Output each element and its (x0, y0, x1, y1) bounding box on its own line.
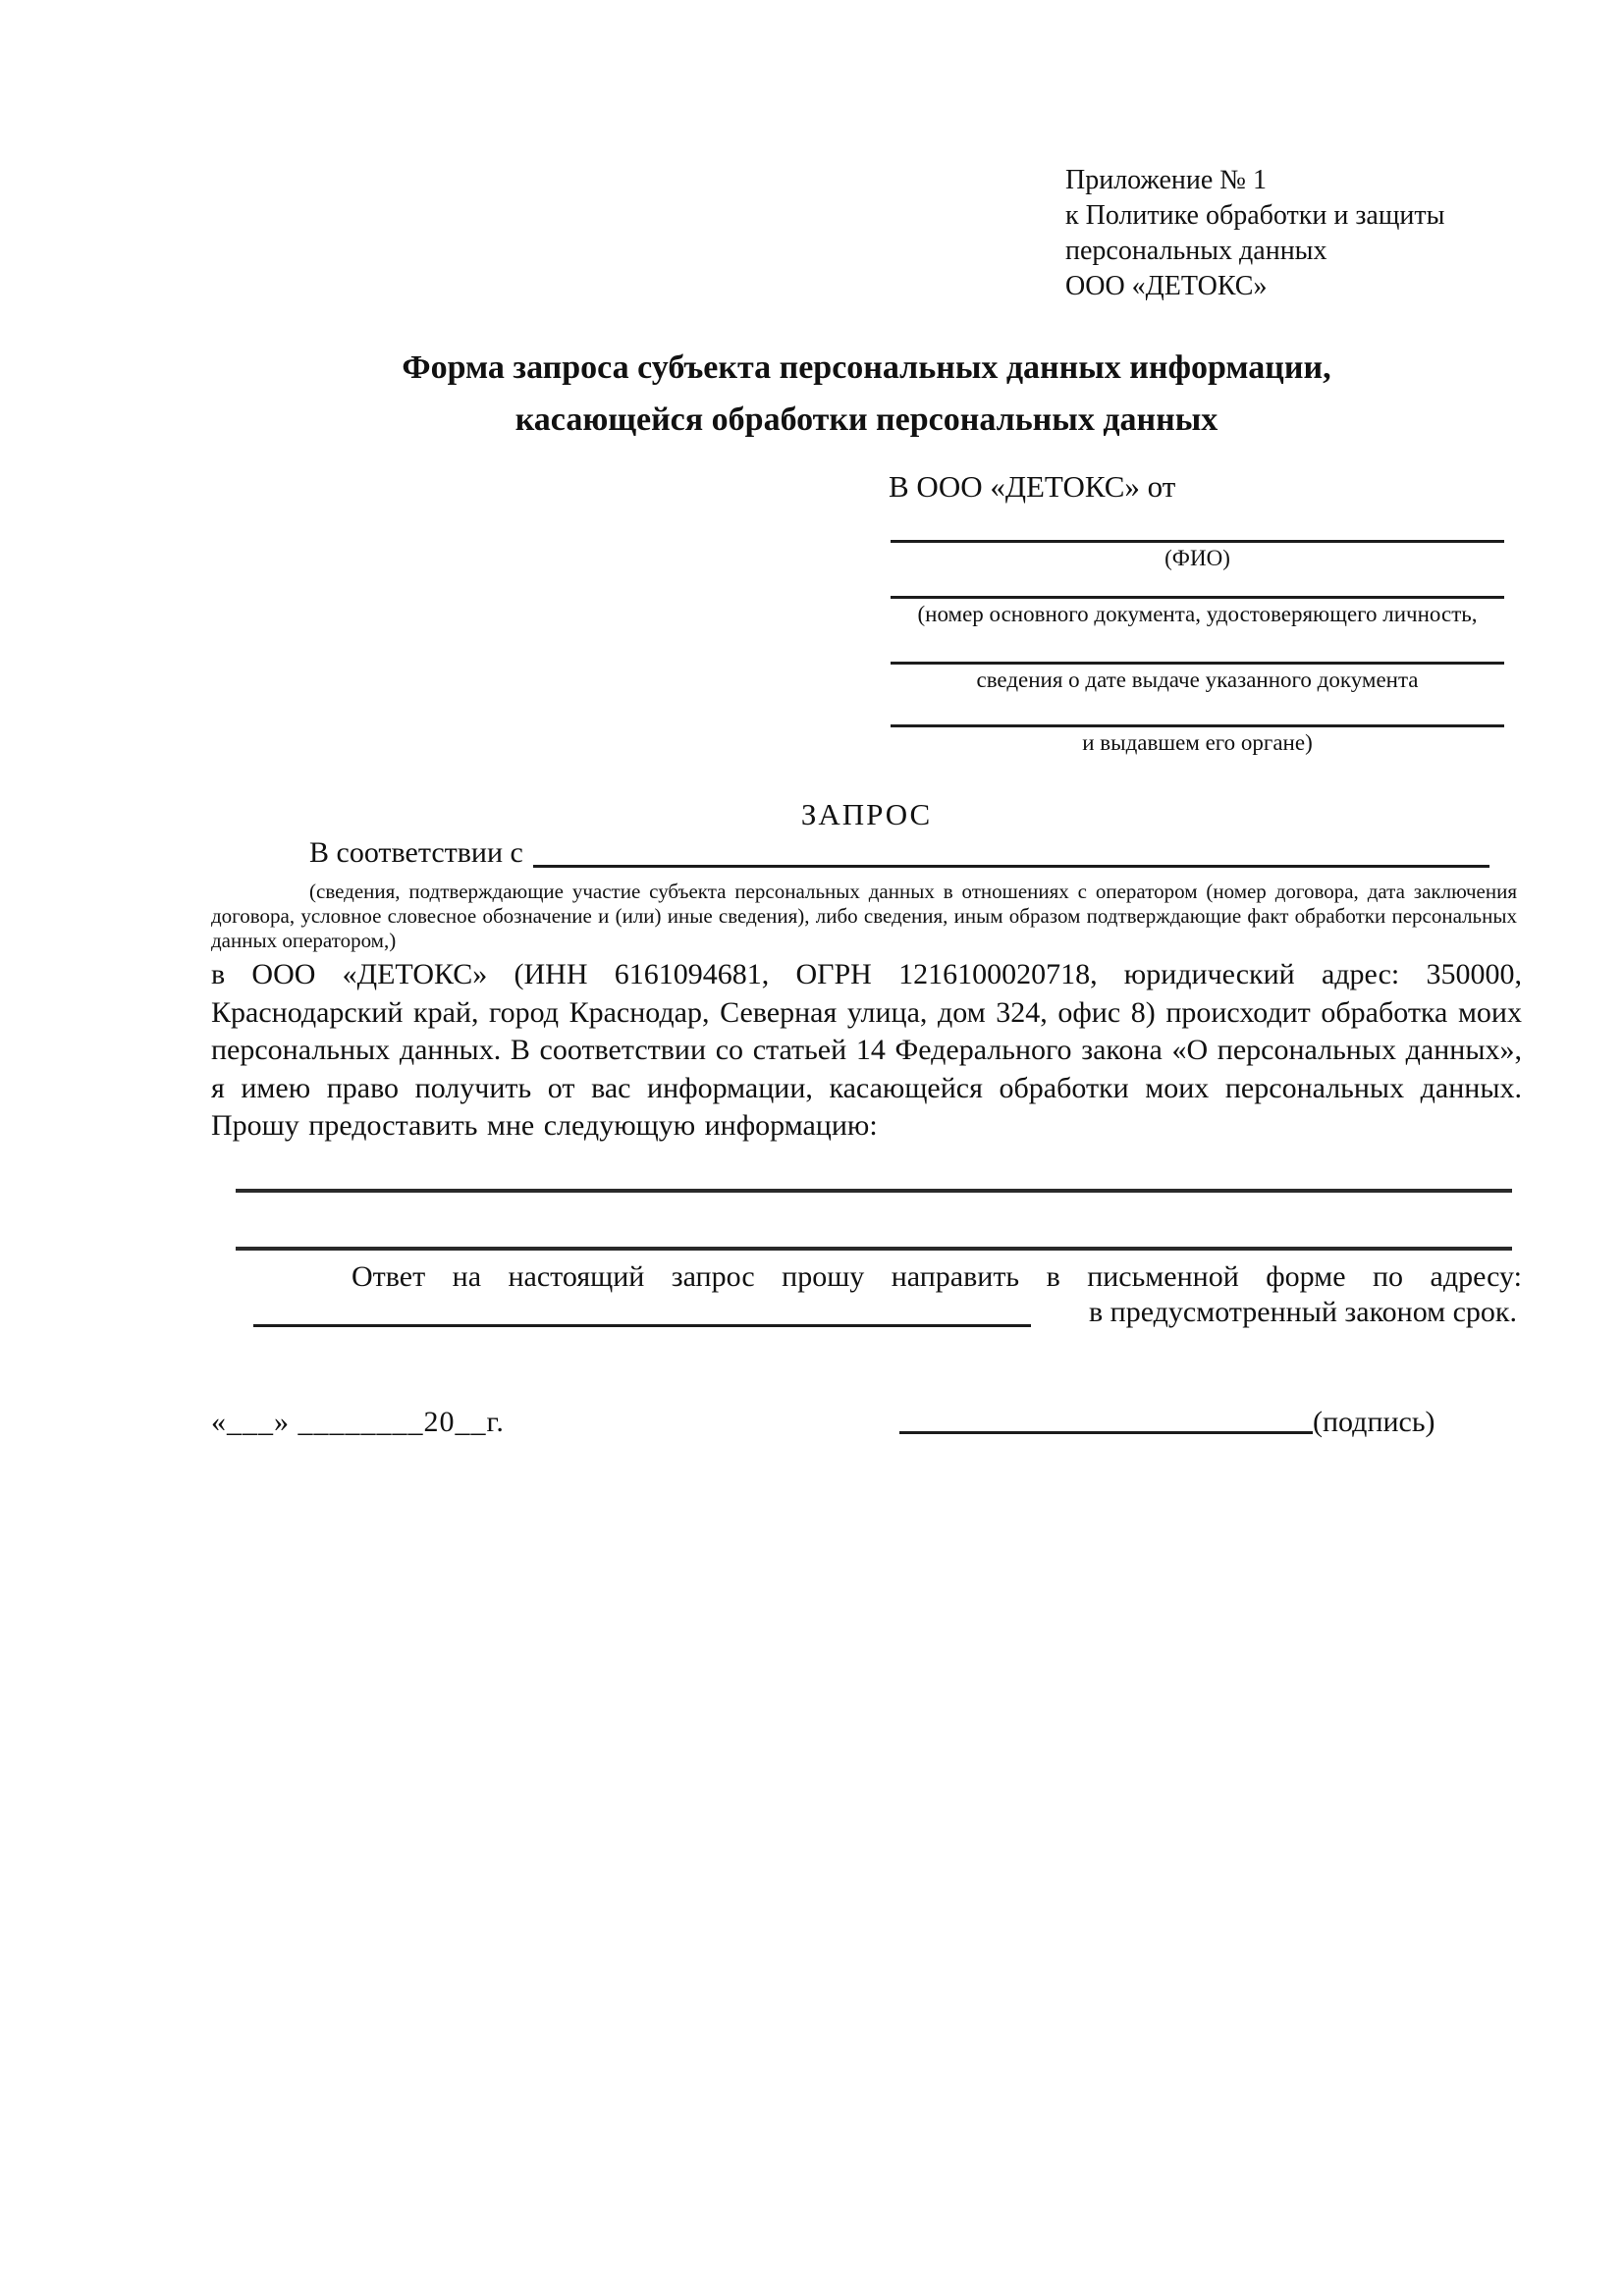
answer-suffix: в предусмотренный законом срок. (1089, 1296, 1517, 1328)
accordance-note: (сведения, подтверждающие участие субъекта персональных данных в отношениях с оператором (номер договора, дата заключения договора, условное словесное обозначение и (или) иные сведения), либо сведения, иным образом подтверждающие факт обработки персональных данных оператором,) (211, 880, 1517, 952)
request-heading: ЗАПРОС (800, 797, 933, 831)
request-body-paragraph: в ООО «ДЕТОКС» (ИНН 6161094681, ОГРН 1216100020718, юридический адрес: 350000, Краснодарский край, город Краснодар, Северная улица, дом 324, офис 8) происходит обработка моих персональных данных. В соответствии со статьей 14 Федерального закона «О персональных данных», я имею право получить от вас информации, касающейся обработки моих персональных данных. Прошу предоставить мне следующую информацию: (211, 958, 1522, 1142)
issue-date-write-line (891, 662, 1504, 665)
issue-organ-field-group (891, 724, 1504, 756)
answer-address-row (253, 1294, 1517, 1331)
accordance-write-line (533, 865, 1489, 868)
document-number-write-line (891, 596, 1504, 599)
fio-write-line (891, 540, 1504, 543)
signature-row (899, 1406, 1435, 1439)
accordance-row (211, 834, 1489, 872)
appendix-line-1: Приложение № 1 (1065, 165, 1267, 195)
document-title-line-1: Форма запроса субъекта персональных данных информации, (402, 349, 1331, 386)
date-field: «___» ________20__г. (211, 1406, 505, 1438)
appendix-line-3: персональных данных (1065, 236, 1327, 266)
address-write-line (253, 1324, 1031, 1327)
appendix-header (1065, 163, 1537, 304)
document-title (211, 342, 1522, 446)
issue-organ-write-line (891, 724, 1504, 727)
fio-field-group (891, 540, 1504, 571)
information-write-line-2 (236, 1247, 1512, 1251)
issue-organ-caption: и выдавшем его органе) (1082, 730, 1313, 755)
addressee-line: В ООО «ДЕТОКС» от (889, 469, 1176, 504)
document-number-field-group (891, 596, 1504, 627)
issue-date-caption: сведения о дате выдаче указанного документа (976, 667, 1419, 692)
fio-caption: (ФИО) (1164, 546, 1230, 570)
appendix-line-2: к Политике обработки и защиты (1065, 200, 1445, 231)
appendix-line-4: ООО «ДЕТОКС» (1065, 271, 1268, 301)
signature-caption: (подпись) (1313, 1406, 1435, 1438)
answer-request-line: Ответ на настоящий запрос прошу направить в письменной форме по адресу: (352, 1260, 1522, 1293)
information-write-line-1 (236, 1189, 1512, 1193)
document-title-line-2: касающейся обработки персональных данных (514, 401, 1218, 438)
document-number-caption: (номер основного документа, удостоверяющего личность, (917, 602, 1478, 626)
issue-date-field-group (891, 662, 1504, 693)
accordance-label: В соответствии с (309, 836, 523, 869)
signature-write-line (899, 1431, 1313, 1434)
